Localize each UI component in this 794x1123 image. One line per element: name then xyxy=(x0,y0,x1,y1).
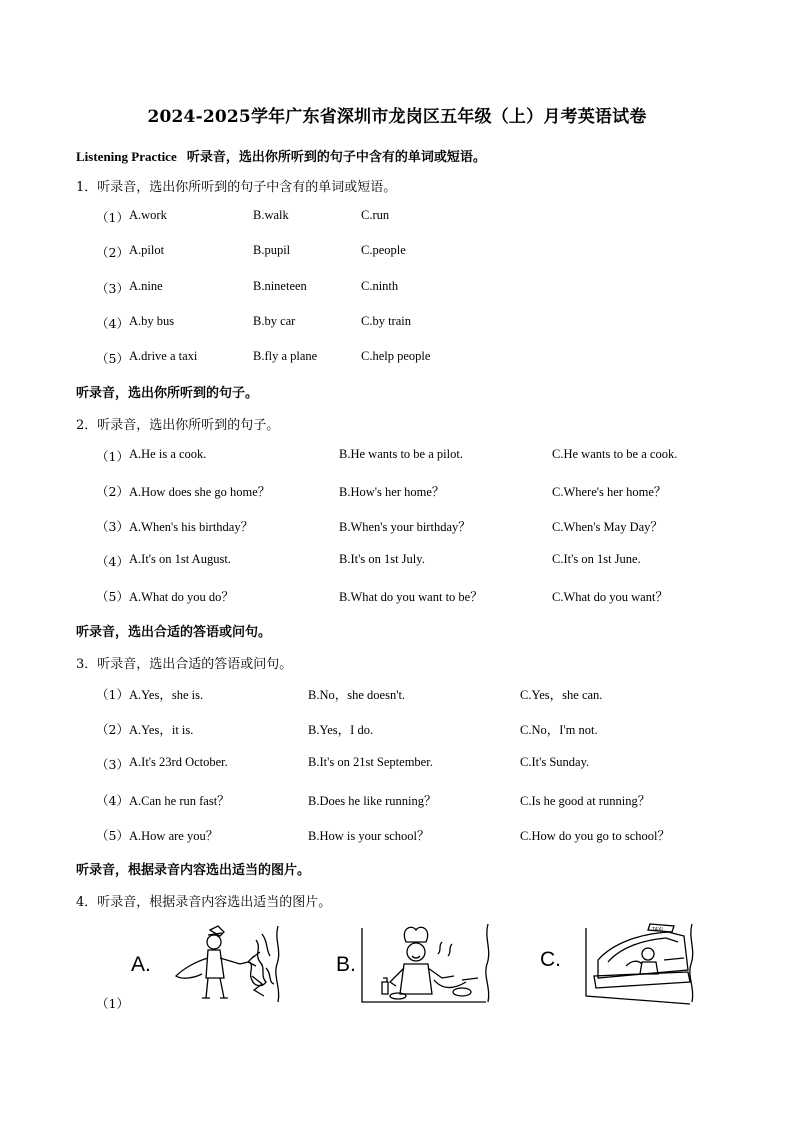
taxi-sign-text: TAXI xyxy=(652,927,663,933)
q1-row-3-option-b[interactable]: B.nineteen xyxy=(253,279,307,293)
q3-row-5-num: （5） xyxy=(96,828,129,843)
q2-row-1 xyxy=(0,447,794,467)
picture-option-c[interactable] xyxy=(538,920,698,1006)
q1-row-5-num: （5） xyxy=(96,351,129,366)
q2-row-1-option-c[interactable]: C.He wants to be a cook. xyxy=(552,447,678,461)
q1-row-2-num: （2） xyxy=(96,245,129,260)
q1-row-3-num: （3） xyxy=(96,281,129,296)
firefighter-illustration xyxy=(128,920,288,1006)
q2-row-3-option-c[interactable]: C.When's May Day？ xyxy=(552,520,663,534)
q2-row-2 xyxy=(0,482,794,502)
intro-label: Listening Practice xyxy=(76,149,177,164)
q3-row-2-option-a[interactable]: A.Yes，it is. xyxy=(129,723,194,737)
q3-row-1-num: （1） xyxy=(96,687,129,702)
q2-row-5-option-b[interactable]: B.What do you want to be？ xyxy=(339,590,483,604)
q1-row-4-option-a[interactable]: A.by bus xyxy=(129,314,175,328)
q2-row-3 xyxy=(0,517,794,537)
q3-row-2 xyxy=(0,720,794,740)
q3-row-3 xyxy=(0,755,794,775)
picture-b-label: B. xyxy=(336,953,356,976)
q2-row-4-option-c[interactable]: C.It's on 1st June. xyxy=(552,552,641,566)
q1-row-2 xyxy=(0,243,794,263)
q3-row-4-num: （4） xyxy=(96,793,129,808)
q3-row-3-option-a[interactable]: A.It's 23rd October. xyxy=(129,755,228,769)
q3-row-2-num: （2） xyxy=(96,722,129,737)
q2-row-4-option-b[interactable]: B.It's on 1st July. xyxy=(339,552,425,566)
q3-row-4-option-a[interactable]: A.Can he run fast？ xyxy=(129,794,230,808)
q1-row-1-option-c[interactable]: C.run xyxy=(361,208,390,222)
question-2: 2．听录音，选出你所听到的句子。 xyxy=(76,418,280,433)
q2-row-2-option-b[interactable]: B.How's her home？ xyxy=(339,485,445,499)
q3-row-1 xyxy=(0,685,794,705)
q3-row-5-option-a[interactable]: A.How are you？ xyxy=(129,829,219,843)
q1-row-1 xyxy=(0,208,794,228)
q3-row-3-num: （3） xyxy=(96,757,129,772)
q3-row-2-option-b[interactable]: B.Yes，I do. xyxy=(308,723,374,737)
q3-row-3-option-c[interactable]: C.It's Sunday. xyxy=(520,755,590,769)
picture-c-label: C. xyxy=(540,948,561,971)
q1-row-5-option-c[interactable]: C.help people xyxy=(361,349,431,363)
q2-row-3-option-b[interactable]: B.When's your birthday？ xyxy=(339,520,471,534)
section-2-header: 听录音，选出你所听到的句子。 xyxy=(76,386,259,401)
q3-row-1-option-b[interactable]: B.No，she doesn't. xyxy=(308,688,406,702)
question-1: 1．听录音，选出你所听到的句子中含有的单词或短语。 xyxy=(76,180,397,195)
section-4-header: 听录音，根据录音内容选出适当的图片。 xyxy=(76,863,311,878)
q2-row-5-option-c[interactable]: C.What do you want？ xyxy=(552,590,668,604)
q1-row-2-option-b[interactable]: B.pupil xyxy=(253,243,291,257)
picture-a-label: A. xyxy=(131,953,151,976)
q3-row-4-option-c[interactable]: C.Is he good at running？ xyxy=(520,794,651,808)
q3-row-1-option-c[interactable]: C.Yes，she can. xyxy=(520,688,603,702)
q1-row-2-option-a[interactable]: A.pilot xyxy=(129,243,165,257)
q2-row-1-option-a[interactable]: A.He is a cook. xyxy=(129,447,207,461)
intro-text: 听录音，选出你所听到的句子中含有的单词或短语。 xyxy=(186,150,486,165)
q1-row-4-option-b[interactable]: B.by car xyxy=(253,314,296,328)
q2-row-4-option-a[interactable]: A.It's on 1st August. xyxy=(129,552,231,566)
q1-row-2-option-c[interactable]: C.people xyxy=(361,243,406,257)
q1-row-1-option-b[interactable]: B.walk xyxy=(253,208,289,222)
q2-row-4 xyxy=(0,552,794,572)
q3-row-4 xyxy=(0,791,794,811)
q2-row-2-num: （2） xyxy=(96,484,129,499)
q1-row-3-option-a[interactable]: A.nine xyxy=(129,279,163,293)
q1-row-5 xyxy=(0,349,794,369)
q3-row-5-option-b[interactable]: B.How is your school？ xyxy=(308,829,430,843)
q1-row-4 xyxy=(0,314,794,334)
taxi-illustration xyxy=(538,920,698,1006)
picture-option-a[interactable] xyxy=(128,920,288,1006)
q2-row-5 xyxy=(0,587,794,607)
q3-row-3-option-b[interactable]: B.It's on 21st September. xyxy=(308,755,433,769)
q2-row-3-num: （3） xyxy=(96,519,129,534)
q2-row-4-num: （4） xyxy=(96,554,129,569)
q2-row-1-option-b[interactable]: B.He wants to be a pilot. xyxy=(339,447,463,461)
listening-intro xyxy=(76,146,486,165)
exam-title: 2024-2025学年广东省深圳市龙岗区五年级（上）月考英语试卷 xyxy=(147,107,647,127)
q2-row-2-option-a[interactable]: A.How does she go home？ xyxy=(129,485,271,499)
q2-row-5-option-a[interactable]: A.What do you do？ xyxy=(129,590,234,604)
q1-row-1-option-a[interactable]: A.work xyxy=(129,208,167,222)
question-3: 3．听录音，选出合适的答语或问句。 xyxy=(76,657,293,672)
q2-row-5-num: （5） xyxy=(96,589,129,604)
q2-row-2-option-c[interactable]: C.Where's her home？ xyxy=(552,485,667,499)
cook-illustration xyxy=(336,920,494,1006)
question-4: 4．听录音，根据录音内容选出适当的图片。 xyxy=(76,895,332,910)
q1-row-5-option-a[interactable]: A.drive a taxi xyxy=(129,349,198,363)
q1-row-3-option-c[interactable]: C.ninth xyxy=(361,279,399,293)
q4-sub-question-1: （1） xyxy=(96,996,129,1011)
q3-row-5-option-c[interactable]: C.How do you go to school？ xyxy=(520,829,671,843)
q2-row-3-option-a[interactable]: A.When's his birthday？ xyxy=(129,520,254,534)
q3-row-4-option-b[interactable]: B.Does he like running？ xyxy=(308,794,437,808)
q1-row-3 xyxy=(0,279,794,299)
q3-row-5 xyxy=(0,826,794,846)
q1-row-4-num: （4） xyxy=(96,316,129,331)
section-3-header: 听录音，选出合适的答语或问句。 xyxy=(76,625,272,640)
q3-row-1-option-a[interactable]: A.Yes，she is. xyxy=(129,688,204,702)
q3-row-2-option-c[interactable]: C.No，I'm not. xyxy=(520,723,598,737)
q1-row-1-num: （1） xyxy=(96,210,129,225)
q2-row-1-num: （1） xyxy=(96,449,129,464)
q1-row-4-option-c[interactable]: C.by train xyxy=(361,314,411,328)
q1-row-5-option-b[interactable]: B.fly a plane xyxy=(253,349,318,363)
picture-option-b[interactable] xyxy=(336,920,494,1006)
